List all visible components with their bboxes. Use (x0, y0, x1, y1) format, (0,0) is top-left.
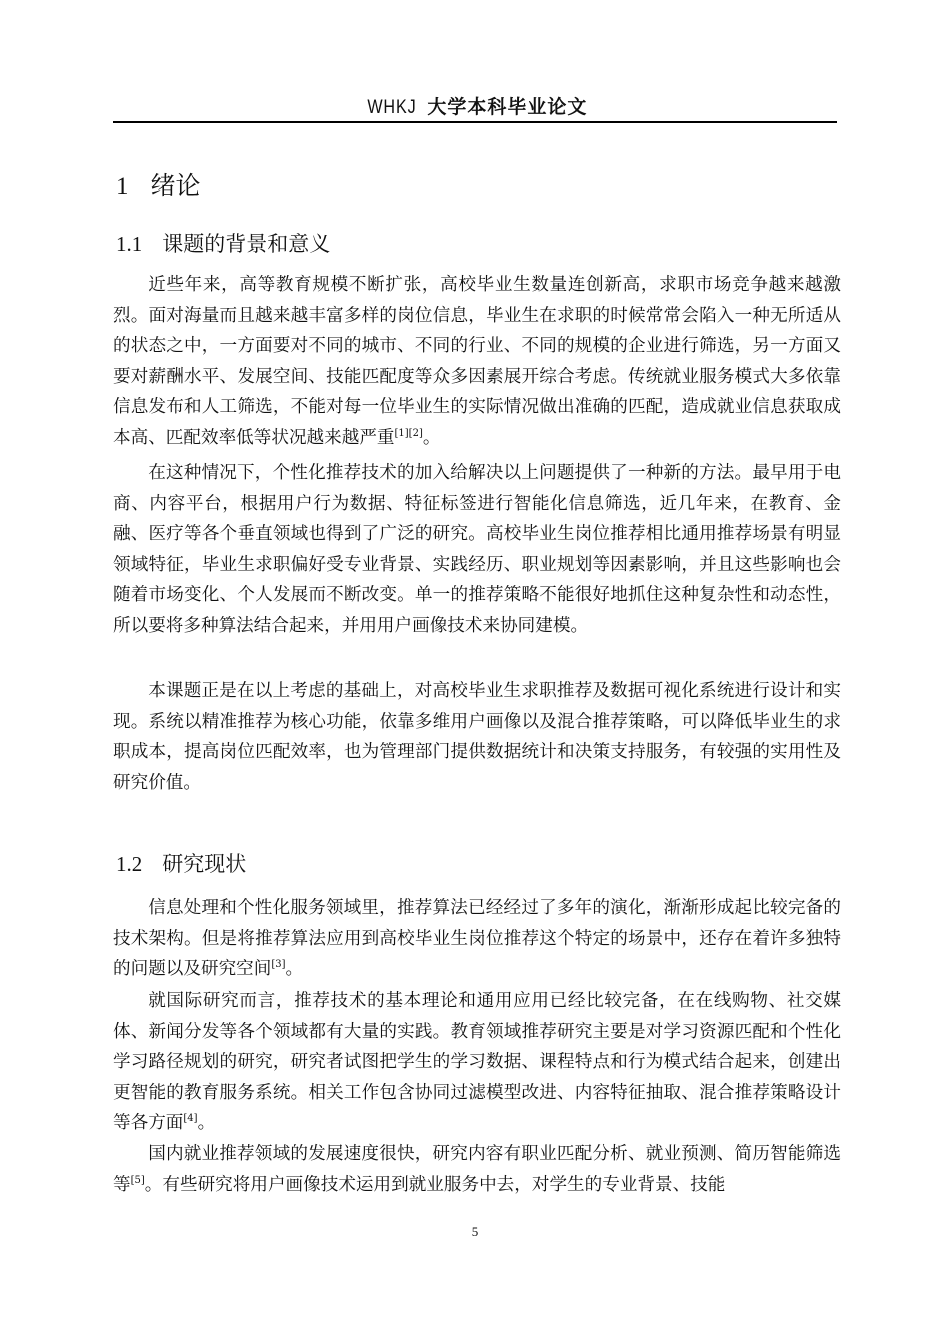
body-paragraph (113, 1139, 841, 1200)
paragraph-tail: 。有些研究将用户画像技术运用到就业服务中去，对学生的专业背景、技能 (144, 1174, 726, 1195)
body-paragraph (113, 893, 841, 985)
citation: [5] (130, 1174, 145, 1186)
section-title: 研究现状 (162, 852, 247, 876)
section-heading (116, 848, 246, 878)
paragraph-text: 在这种情况下，个性化推荐技术的加入给解决以上问题提供了一种新的方法。最早用于电商、内容平台，根据用户行为数据、特征标签进行智能化信息筛选，近几年来，在教育、金融、医疗等各个垂直领域也得到了广泛的研究。高校毕业生岗位推荐相比通用推荐场景有明显领域特征，毕业生求职偏好受专业背景、实践经历、职业规划等因素影响，并且这些影响也会随着市场变化、个人发展而不断改变。单一的推荐策略不能很好地抓住这种复杂性和动态性，所以要将多种算法结合起来，并用用户画像技术来协同建模。 (113, 463, 841, 636)
body-paragraph (113, 986, 841, 1139)
section-heading (116, 228, 330, 258)
paragraph-tail: 。 (197, 1113, 216, 1133)
chapter-number: 1 (116, 173, 129, 200)
running-header (113, 92, 837, 119)
citation: [3] (271, 959, 286, 970)
section-title: 课题的背景和意义 (162, 232, 331, 256)
body-paragraph (113, 676, 841, 798)
body-paragraph (113, 270, 841, 453)
section-number: 1.2 (116, 852, 143, 876)
chapter-title: 绪论 (150, 171, 201, 200)
body-paragraph (113, 458, 841, 641)
paragraph-text: 近些年来，高等教育规模不断扩张，高校毕业生数量连创新高，求职市场竞争越来越激烈。面对海量而且越来越丰富多样的岗位信息，毕业生在求职的时候常常会陷入一种无所适从的状态之中，一方面要对不同的城市、不同的行业、不同的规模的企业进行筛选，另一方面又要对薪酬水平、发展空间、技能匹配度等众多因素展开综合考虑。传统就业服务模式大多依靠信息发布和人工筛选，不能对每一位毕业生的实际情况做出准确的匹配，造成就业信息获取成本高、匹配效率低等状况越来越严重 (113, 275, 841, 448)
paragraph-tail: 。 (285, 959, 304, 979)
paragraph-text: 国内就业推荐领域的发展速度很快，研究内容有职业匹配分析、就业预测、简历智能筛选等 (113, 1144, 841, 1195)
header-title: 大学本科毕业论文 (427, 96, 588, 118)
paragraph-text: 就国际研究而言，推荐技术的基本理论和通用应用已经比较完备，在在线购物、社交媒体、新闻分发等各个领域都有大量的实践。教育领域推荐研究主要是对学习资源匹配和个性化学习路径规划的研究，研究者试图把学生的学习数据、课程特点和行为模式结合起来，创建出更智能的教育服务系统。相关工作包含协同过滤模型改进、内容特征抽取、混合推荐策略设计等各方面 (113, 991, 841, 1133)
paragraph-text: 信息处理和个性化服务领域里，推荐算法已经经过了多年的演化，渐渐形成起比较完备的技术架构。但是将推荐算法应用到高校毕业生岗位推荐这个特定的场景中，还存在着许多独特的问题以及研究空间 (113, 898, 841, 979)
citation: [1][2] (394, 427, 423, 439)
paragraph-tail: 。 (422, 427, 441, 448)
page-number: 5 (471, 1224, 479, 1239)
citation: [4] (183, 1113, 198, 1124)
paragraph-text: 本课题正是在以上考虑的基础上，对高校毕业生求职推荐及数据可视化系统进行设计和实现。系统以精准推荐为核心功能，依靠多维用户画像以及混合推荐策略，可以降低毕业生的求职成本，提高岗位匹配效率，也为管理部门提供数据统计和决策支持服务，有较强的实用性及研究价值。 (113, 681, 841, 793)
section-number: 1.1 (116, 232, 143, 256)
header-school-code: WHKJ (366, 97, 417, 118)
header-rule (113, 121, 837, 123)
chapter-heading (116, 166, 201, 202)
